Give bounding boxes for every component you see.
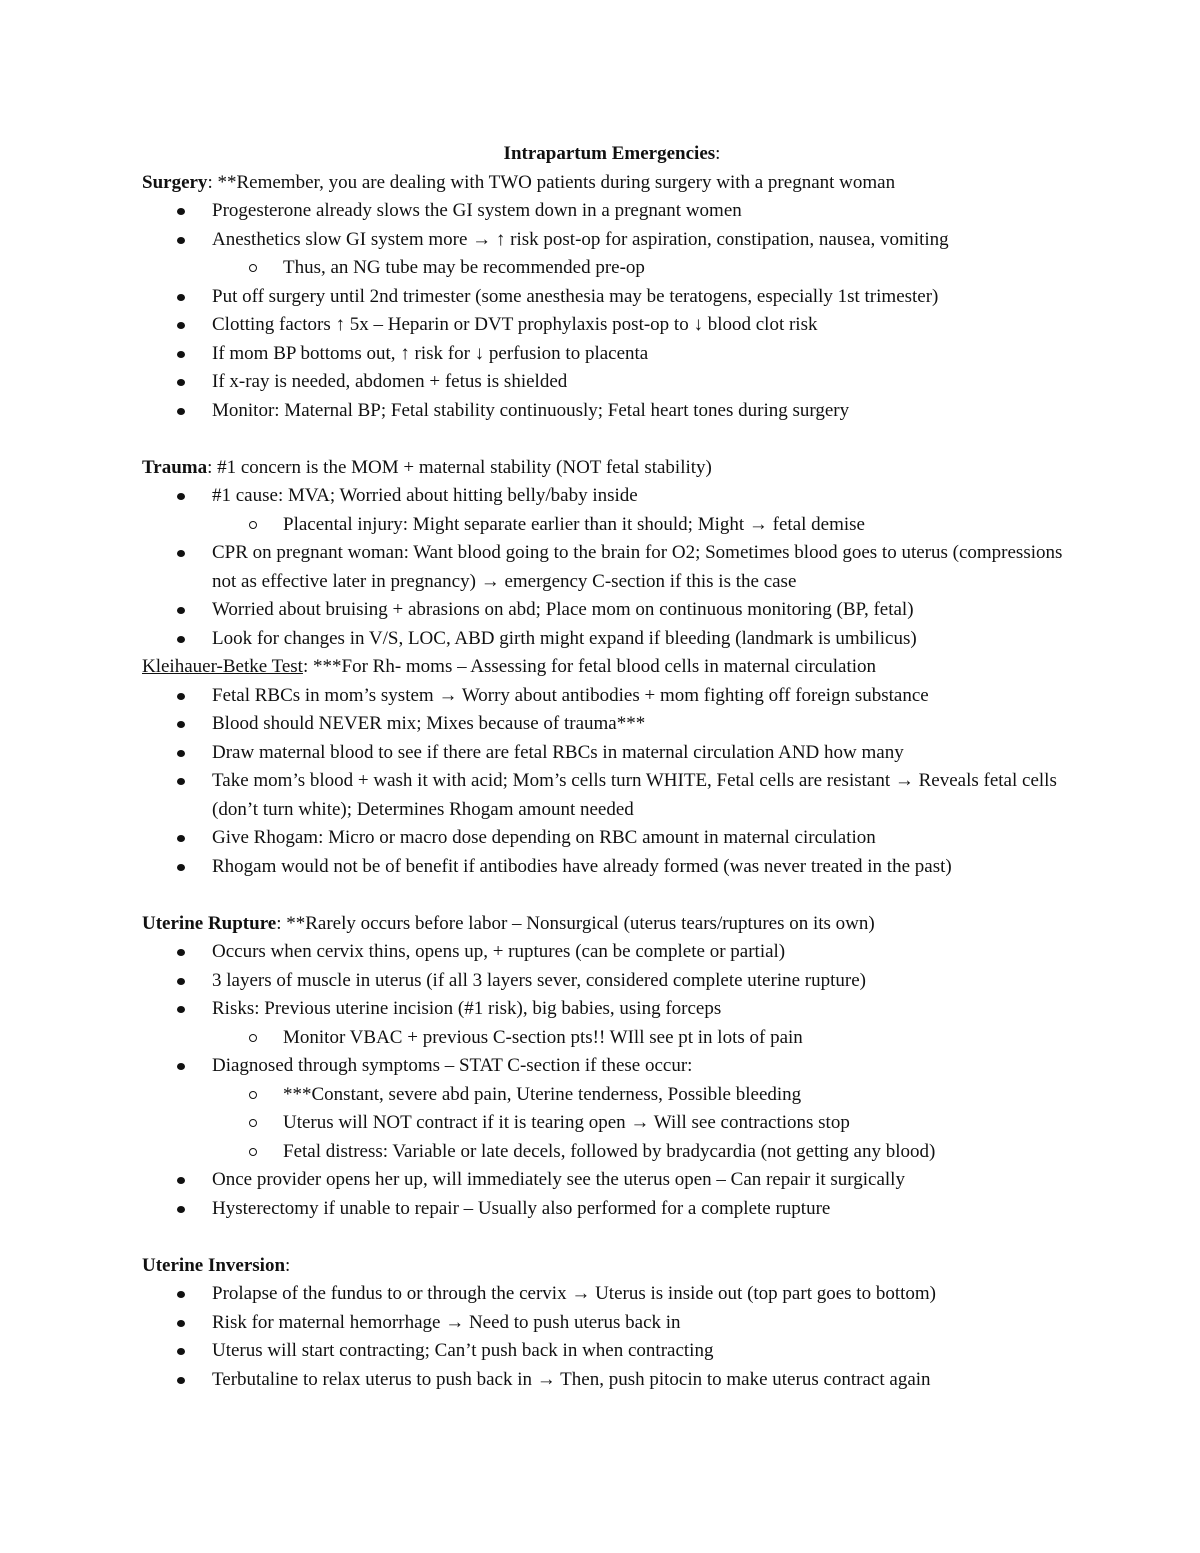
list-item: CPR on pregnant woman: Want blood going to the brain for O2; Sometimes blood goes to uterus (compressions not as effective later in pregnancy) → emergency C-section if this is the case xyxy=(142,539,1082,596)
bullet-icon xyxy=(177,636,185,643)
title-text: Intrapartum Emergencies xyxy=(503,143,716,164)
list-item: Diagnosed through symptoms – STAT C-section if these occur: xyxy=(142,1052,1082,1081)
list-item: Fetal RBCs in mom’s system → Worry about antibodies + mom fighting off foreign substance xyxy=(142,682,1082,711)
blank-line xyxy=(142,881,1082,910)
list-item: Draw maternal blood to see if there are fetal RBCs in maternal circulation AND how many xyxy=(142,739,1082,768)
list-item: Risks: Previous uterine incision (#1 risk), big babies, using forceps xyxy=(142,995,1082,1024)
surgery-heading: Surgery xyxy=(142,171,208,193)
rupture-heading: Uterine Rupture xyxy=(142,912,277,934)
bullet-icon xyxy=(177,1320,185,1327)
bullet-icon xyxy=(177,1206,185,1213)
bullet-icon xyxy=(177,949,185,956)
list-item: Look for changes in V/S, LOC, ABD girth might expand if bleeding (landmark is umbilicus) xyxy=(142,625,1082,654)
blank-line xyxy=(142,425,1082,454)
list-item: Progesterone already slows the GI system down in a pregnant women xyxy=(142,197,1082,226)
list-item: If mom BP bottoms out, ↑ risk for ↓ perfusion to placenta xyxy=(142,340,1082,369)
hollow-bullet-icon xyxy=(249,521,257,529)
list-item: Put off surgery until 2nd trimester (some anesthesia may be teratogens, especially 1st trimester) xyxy=(142,283,1082,312)
blank-line xyxy=(142,1223,1082,1252)
list-item: Blood should NEVER mix; Mixes because of trauma*** xyxy=(142,710,1082,739)
list-item: #1 cause: MVA; Worried about hitting belly/baby inside xyxy=(142,482,1082,511)
list-item: Give Rhogam: Micro or macro dose depending on RBC amount in maternal circulation xyxy=(142,824,1082,853)
list-item: Occurs when cervix thins, opens up, + ruptures (can be complete or partial) xyxy=(142,938,1082,967)
bullet-icon xyxy=(177,1291,185,1298)
trauma-list xyxy=(142,482,1082,653)
list-item: Risk for maternal hemorrhage → Need to push uterus back in xyxy=(142,1309,1082,1338)
hollow-bullet-icon xyxy=(249,1148,257,1156)
list-item: Monitor: Maternal BP; Fetal stability continuously; Fetal heart tones during surgery xyxy=(142,397,1082,426)
bullet-icon xyxy=(177,1177,185,1184)
bullet-icon xyxy=(177,607,185,614)
sub-list-item: Thus, an NG tube may be recommended pre-op xyxy=(142,254,1082,283)
list-item: Prolapse of the fundus to or through the cervix → Uterus is inside out (top part goes to bottom) xyxy=(142,1280,1082,1309)
bullet-icon xyxy=(177,493,185,500)
bullet-icon xyxy=(177,322,185,329)
trauma-intro: : #1 concern is the MOM + maternal stability (NOT fetal stability) xyxy=(207,456,712,478)
list-item: Terbutaline to relax uterus to push back in → Then, push pitocin to make uterus contract again xyxy=(142,1366,1082,1395)
bullet-icon xyxy=(177,750,185,757)
bullet-icon xyxy=(177,208,185,215)
list-item: If x-ray is needed, abdomen + fetus is shielded xyxy=(142,368,1082,397)
trauma-heading-line xyxy=(142,454,1082,483)
sub-list-item: Placental injury: Might separate earlier than it should; Might → fetal demise xyxy=(142,511,1082,540)
inversion-heading-line xyxy=(142,1252,1082,1281)
surgery-intro: : **Remember, you are dealing with TWO patients during surgery with a pregnant woman xyxy=(207,171,896,193)
sub-list-item: Fetal distress: Variable or late decels, followed by bradycardia (not getting any blood) xyxy=(142,1138,1082,1167)
list-item: Worried about bruising + abrasions on abd; Place mom on continuous monitoring (BP, fetal) xyxy=(142,596,1082,625)
bullet-icon xyxy=(177,1006,185,1013)
bullet-icon xyxy=(177,550,185,557)
list-item: 3 layers of muscle in uterus (if all 3 layers sever, considered complete uterine rupture) xyxy=(142,967,1082,996)
rupture-list xyxy=(142,938,1082,1223)
trauma-heading: Trauma xyxy=(142,456,208,478)
rupture-intro: : **Rarely occurs before labor – Nonsurgical (uterus tears/ruptures on its own) xyxy=(276,912,875,934)
inversion-heading: Uterine Inversion xyxy=(142,1254,286,1276)
bullet-icon xyxy=(177,237,185,244)
list-item: Anesthetics slow GI system more → ↑ risk post-op for aspiration, constipation, nausea, vomiting xyxy=(142,226,1082,255)
bullet-icon xyxy=(177,778,185,785)
hollow-bullet-icon xyxy=(249,1034,257,1042)
bullet-icon xyxy=(177,1377,185,1384)
bullet-icon xyxy=(177,721,185,728)
document-page xyxy=(142,140,1082,1394)
bullet-icon xyxy=(177,1063,185,1070)
list-item: Rhogam would not be of benefit if antibodies have already formed (was never treated in the past) xyxy=(142,853,1082,882)
inversion-intro: : xyxy=(285,1254,291,1276)
bullet-icon xyxy=(177,835,185,842)
rupture-heading-line xyxy=(142,910,1082,939)
inversion-list xyxy=(142,1280,1082,1394)
list-item: Take mom’s blood + wash it with acid; Mom’s cells turn WHITE, Fetal cells are resistant → Reveals fetal cells (don’t turn white); Determines Rhogam amount needed xyxy=(142,767,1082,824)
sub-list-item: ***Constant, severe abd pain, Uterine tenderness, Possible bleeding xyxy=(142,1081,1082,1110)
list-item: Hysterectomy if unable to repair – Usually also performed for a complete rupture xyxy=(142,1195,1082,1224)
list-item: Clotting factors ↑ 5x – Heparin or DVT prophylaxis post-op to ↓ blood clot risk xyxy=(142,311,1082,340)
document-title: Intrapartum Emergencies: xyxy=(503,143,721,164)
bullet-icon xyxy=(177,693,185,700)
bullet-icon xyxy=(177,379,185,386)
bullet-icon xyxy=(177,408,185,415)
bullet-icon xyxy=(177,351,185,358)
sub-list-item: Uterus will NOT contract if it is tearing open → Will see contractions stop xyxy=(142,1109,1082,1138)
list-item: Once provider opens her up, will immediately see the uterus open – Can repair it surgically xyxy=(142,1166,1082,1195)
surgery-list xyxy=(142,197,1082,425)
sub-list-item: Monitor VBAC + previous C-section pts!! WIll see pt in lots of pain xyxy=(142,1024,1082,1053)
list-item: Uterus will start contracting; Can’t push back in when contracting xyxy=(142,1337,1082,1366)
hollow-bullet-icon xyxy=(249,264,257,272)
hollow-bullet-icon xyxy=(249,1091,257,1099)
hollow-bullet-icon xyxy=(249,1119,257,1127)
kleihauer-list xyxy=(142,682,1082,882)
surgery-heading-line xyxy=(142,169,1082,198)
kleihauer-heading-line xyxy=(142,653,1082,682)
bullet-icon xyxy=(177,294,185,301)
bullet-icon xyxy=(177,1348,185,1355)
bullet-icon xyxy=(177,864,185,871)
kleihauer-heading: Kleihauer-Betke Test xyxy=(142,656,303,677)
bullet-icon xyxy=(177,978,185,985)
kleihauer-intro: : ***For Rh- moms – Assessing for fetal blood cells in maternal circulation xyxy=(302,656,877,677)
